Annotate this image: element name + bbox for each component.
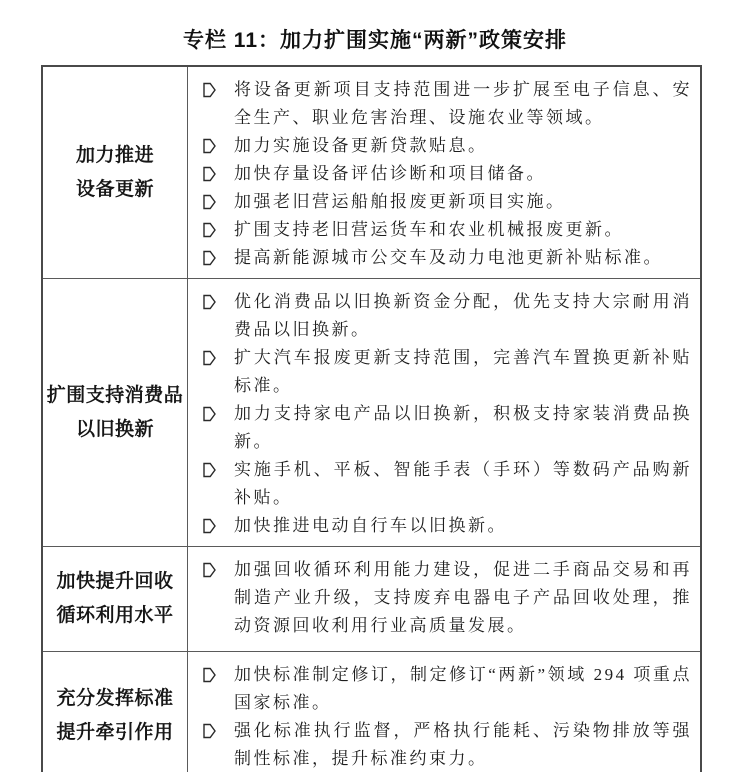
page-title: 专栏 11：加力扩围实施“两新”政策安排 — [182, 29, 568, 52]
row-items — [188, 67, 700, 278]
row-header — [43, 67, 188, 278]
list-item-text: 加快标准制定修订，制定修订“两新”领域 294 项重点国家标准。 — [234, 665, 692, 712]
list-item-text: 将设备更新项目支持范围进一步扩展至电子信息、安全生产、职业危害治理、设施农业等领域。 — [234, 80, 692, 127]
list-item-text: 加力实施设备更新贷款贴息。 — [234, 136, 488, 155]
row-header — [43, 652, 188, 772]
list-item-text: 加力支持家电产品以旧换新，积极支持家装消费品换新。 — [234, 404, 692, 451]
list-item-text: 提高新能源城市公交车及动力电池更新补贴标准。 — [234, 248, 663, 267]
list-item — [203, 160, 692, 188]
row-header — [43, 547, 188, 651]
table-row — [43, 278, 700, 546]
row-items — [188, 279, 700, 546]
row-header-line: 循环利用水平 — [56, 605, 174, 626]
list-item-text: 实施手机、平板、智能手表（手环）等数码产品购新补贴。 — [234, 460, 692, 507]
pentagon-right-arrow-icon — [203, 667, 216, 683]
row-header-line: 扩围支持消费品 — [46, 384, 184, 406]
list-item-text: 加强回收循环利用能力建设，促进二手商品交易和再制造产业升级，支持废弃电器电子产品回收处理，推动资源回收利用行业高质量发展。 — [234, 560, 692, 635]
row-header-line: 设备更新 — [75, 178, 154, 200]
list-item — [203, 244, 692, 272]
list-item-text: 强化标准执行监督，严格执行能耗、污染物排放等强制性标准，提升标准约束力。 — [234, 721, 692, 768]
list-item — [203, 400, 692, 456]
row-header — [43, 279, 188, 546]
row-items — [188, 652, 700, 772]
list-item-text: 优化消费品以旧换新资金分配，优先支持大宗耐用消费品以旧换新。 — [234, 292, 692, 339]
pentagon-right-arrow-icon — [203, 562, 216, 578]
list-item — [203, 512, 692, 540]
table-row — [43, 67, 700, 278]
row-header-line: 加力推进 — [75, 144, 154, 166]
list-item — [203, 76, 692, 132]
table-row — [43, 651, 700, 772]
pentagon-right-arrow-icon — [203, 462, 216, 478]
list-item — [203, 661, 692, 717]
pentagon-right-arrow-icon — [203, 294, 216, 310]
list-item-text: 扩围支持老旧营运货车和农业机械报废更新。 — [234, 220, 624, 239]
pentagon-right-arrow-icon — [203, 82, 216, 98]
row-header-line: 充分发挥标准 — [56, 687, 174, 709]
pentagon-right-arrow-icon — [203, 166, 216, 182]
list-item-text: 加强老旧营运船舶报废更新项目实施。 — [234, 192, 566, 211]
row-header-line: 提升牵引作用 — [56, 721, 174, 743]
list-item — [203, 717, 692, 772]
list-item-text: 加快存量设备评估诊断和项目储备。 — [234, 164, 546, 183]
pentagon-right-arrow-icon — [203, 518, 216, 534]
pentagon-right-arrow-icon — [203, 723, 216, 739]
list-item — [203, 556, 692, 640]
list-item — [203, 132, 692, 160]
table-row — [43, 546, 700, 651]
list-item-text: 扩大汽车报废更新支持范围，完善汽车置换更新补贴标准。 — [234, 348, 692, 395]
list-item — [203, 216, 692, 244]
row-header-line: 加快提升回收 — [56, 571, 174, 592]
row-header-line: 以旧换新 — [75, 418, 154, 440]
pentagon-right-arrow-icon — [203, 406, 216, 422]
row-items — [188, 547, 700, 651]
pentagon-right-arrow-icon — [203, 350, 216, 366]
list-item-text: 加快推进电动自行车以旧换新。 — [234, 516, 507, 535]
list-item — [203, 344, 692, 400]
pentagon-right-arrow-icon — [203, 250, 216, 266]
list-item — [203, 188, 692, 216]
pentagon-right-arrow-icon — [203, 222, 216, 238]
list-item — [203, 456, 692, 512]
policy-table — [41, 65, 702, 772]
list-item — [203, 288, 692, 344]
pentagon-right-arrow-icon — [203, 138, 216, 154]
pentagon-right-arrow-icon — [203, 194, 216, 210]
